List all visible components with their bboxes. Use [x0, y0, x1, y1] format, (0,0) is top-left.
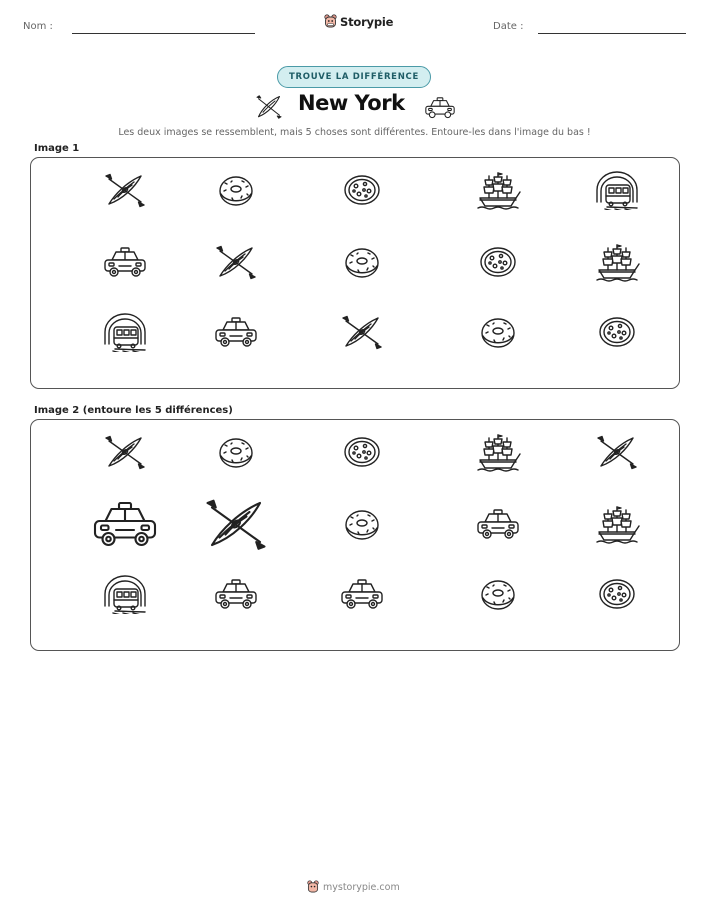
storypie-logo	[324, 14, 393, 29]
image1-kayak-icon	[101, 170, 149, 210]
image2-kayak-icon[interactable]	[593, 432, 641, 472]
image1-pizza-icon	[593, 312, 641, 352]
footer	[307, 880, 400, 894]
image2-taxi-icon[interactable]	[212, 574, 260, 614]
image1-bagel-icon	[338, 242, 386, 282]
instructions: Les deux images se ressemblent, mais 5 choses sont différentes. Entoure-les dans l'image du bas !	[118, 127, 591, 138]
title-row	[0, 91, 709, 123]
activity-badge: TROUVE LA DIFFÉRENCE	[277, 66, 431, 88]
image1-kayak-icon	[212, 242, 260, 282]
image1-taxi-icon	[101, 242, 149, 282]
image2-subway-icon[interactable]	[101, 574, 149, 614]
image1-bagel-icon	[212, 170, 260, 210]
image2-bagel-icon[interactable]	[338, 504, 386, 544]
brand-name: Storypie	[340, 14, 394, 29]
image1-kayak-icon	[338, 312, 386, 352]
storypie-mascot-icon	[307, 880, 319, 894]
image1-pizza-icon	[474, 242, 522, 282]
image1-subway-icon	[593, 170, 641, 210]
worksheet-header	[0, 0, 709, 48]
title-kayak-icon	[254, 92, 284, 126]
image2-panel[interactable]	[30, 419, 680, 651]
image1-subway-icon	[101, 312, 149, 352]
image2-pizza-icon[interactable]	[593, 574, 641, 614]
image2-bagel-icon[interactable]	[474, 574, 522, 614]
date-line[interactable]	[538, 33, 686, 34]
image2-ship-icon[interactable]	[593, 504, 641, 544]
image2-taxi-icon[interactable]	[338, 574, 386, 614]
image1-label: Image 1	[34, 143, 80, 154]
image2-taxi-icon[interactable]	[89, 494, 161, 554]
image2-kayak-icon[interactable]	[200, 494, 272, 554]
name-label: Nom :	[23, 21, 53, 32]
date-label: Date :	[493, 21, 524, 32]
image2-pizza-icon[interactable]	[338, 432, 386, 472]
image2-kayak-icon[interactable]	[101, 432, 149, 472]
storypie-mascot-icon	[324, 14, 337, 29]
title-taxi-icon	[423, 93, 457, 125]
image1-pizza-icon	[338, 170, 386, 210]
image2-ship-icon[interactable]	[474, 432, 522, 472]
image2-taxi-icon[interactable]	[474, 504, 522, 544]
name-line[interactable]	[72, 33, 255, 34]
image1-taxi-icon	[212, 312, 260, 352]
image2-label: Image 2 (entoure les 5 différences)	[34, 405, 233, 416]
page-title: New York	[298, 91, 405, 115]
image1-bagel-icon	[474, 312, 522, 352]
image1-ship-icon	[474, 170, 522, 210]
image2-bagel-icon[interactable]	[212, 432, 260, 472]
image1-panel	[30, 157, 680, 389]
footer-site: mystorypie.com	[323, 881, 400, 893]
image1-ship-icon	[593, 242, 641, 282]
